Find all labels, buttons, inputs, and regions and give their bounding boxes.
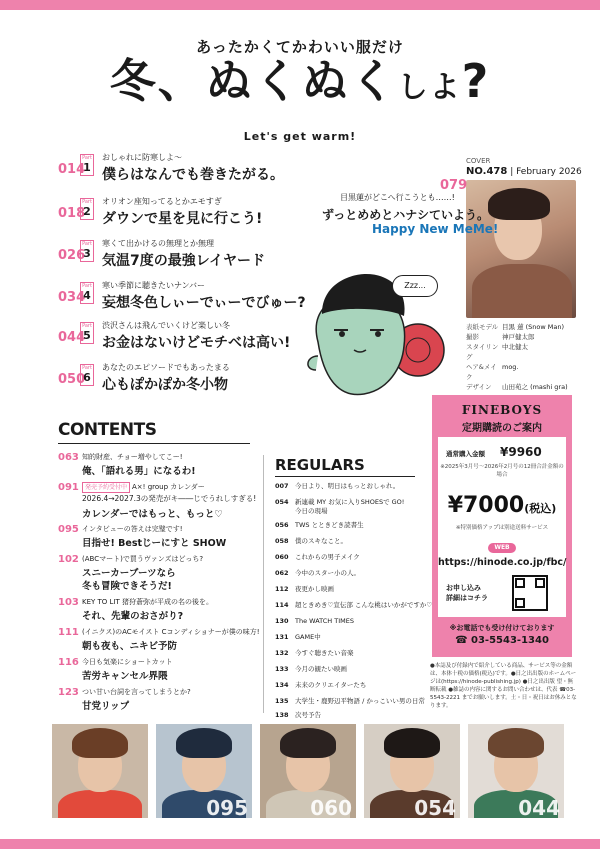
subscription-price-panel <box>438 437 566 617</box>
contents-item[interactable] <box>58 524 268 548</box>
contents-headline: 朝も夜も、ニキビ予防 <box>82 641 178 652</box>
regulars-item[interactable] <box>275 537 435 546</box>
qr-label-line-2: 詳細はコチラ <box>446 594 488 602</box>
regulars-page-number: 134 <box>275 681 289 689</box>
regulars-text: 次号予告 <box>295 711 321 719</box>
feature-headline: ダウンで星を見に行こう! <box>102 211 263 227</box>
part-label: Part <box>82 155 92 161</box>
contents-kicker: インタビューの答えは完璧です! <box>82 525 183 533</box>
regulars-text: 今すぐ聴きたい音楽 <box>295 649 354 657</box>
regulars-page-number: 138 <box>275 711 289 719</box>
web-badge: WEB <box>488 543 516 553</box>
feature-headline: 妄想冬色しぃーでぃーでびゅー? <box>102 295 306 311</box>
cover-issue: NO.478 | February 2026 <box>466 166 582 177</box>
page-title <box>0 54 600 108</box>
regulars-item[interactable] <box>275 498 435 516</box>
contents-page-number: 063 <box>58 452 79 463</box>
regular-price-label: 通常購入金額 <box>446 450 485 458</box>
contents-kicker: (イニクス)のACモイスト Cコンディショナーが僕の味方! <box>82 628 260 636</box>
part-label: Part <box>82 323 92 329</box>
feature-page-number: 018 <box>58 206 86 221</box>
credit-row <box>466 342 568 362</box>
credit-key: デザイン <box>466 383 492 391</box>
regulars-page-number: 112 <box>275 585 289 593</box>
regulars-text: 今日より、明日はもっとおしゃれ。 <box>295 482 400 490</box>
feature-page-number: 050 <box>58 372 86 387</box>
part-label: Part <box>82 283 92 289</box>
page-tagline: Let's get warm! <box>243 130 357 143</box>
regulars-text: 今中のスター小の人。 <box>295 569 360 577</box>
feature-kicker: おしゃれに防寒しよ〜 <box>102 153 182 162</box>
credit-key: 表紙モデル <box>466 323 499 331</box>
feature-kicker: オリオン座知ってるとかエモすぎ <box>102 197 222 206</box>
contents-headline: 苦労キャンセル界隈 <box>82 671 168 682</box>
regulars-page-number: 062 <box>275 569 289 577</box>
contents-title: CONTENTS <box>58 420 157 440</box>
feature-headline: お金はないけどモチベは高い! <box>102 335 291 351</box>
preorder-badge: 発売予約受付中 <box>82 482 130 493</box>
contents-kicker: 知的財産、チョー増やしてこー! <box>82 453 183 461</box>
contents-headline: 俺、「語れる男」になるわ! <box>82 466 196 477</box>
part-badge <box>80 322 94 344</box>
contents-headline: それ、先輩のおさがり? <box>82 611 184 622</box>
credit-key: スタイリング <box>466 343 499 361</box>
contents-headline: 甘党リップ <box>82 701 130 712</box>
subscription-url-link[interactable]: https://hinode.co.jp/fbc/ <box>438 557 567 568</box>
part-number: 4 <box>83 289 91 302</box>
feature-part-1[interactable] <box>58 152 358 186</box>
contents-headline: スニーカーブーツなら <box>82 568 176 579</box>
brand-logo: FINEBOYS <box>461 403 543 417</box>
photo-page-number: 054 <box>414 796 456 818</box>
phone-label: ※お電話でも受け付けております <box>449 624 555 632</box>
credit-value: 神戸健太郎 <box>502 333 535 341</box>
credit-row <box>466 382 568 392</box>
regulars-item[interactable] <box>275 553 435 562</box>
regulars-text: 新連載 MY お気に入りSHOESで GO! <box>295 498 405 506</box>
issue-date: February 2026 <box>516 167 582 177</box>
mascot-speech-bubble: Zzz... <box>392 275 438 297</box>
deal-price <box>438 493 566 518</box>
title-small: しよ <box>397 70 462 105</box>
contents-headline-2: 冬も冒険できそうだ! <box>82 581 172 592</box>
feature-kicker: 渋沢さんは飛んでいくけど楽しい冬 <box>102 321 230 330</box>
contents-kicker-text: A×! group カレンダー <box>132 483 205 491</box>
credit-value: 目黒 蓮 (Snow Man) <box>502 323 565 331</box>
cover-photo <box>466 180 576 318</box>
feature-part-2[interactable] <box>58 196 358 230</box>
feature-kicker: あなたのエピソードでもあったまる <box>102 363 230 372</box>
qr-finder-bl <box>515 598 525 608</box>
cover-photo-hair <box>488 188 550 220</box>
regulars-page-number: 130 <box>275 617 289 625</box>
photo-hair <box>488 728 544 758</box>
credit-value: 山田苑之 (mashi gra) <box>502 383 568 391</box>
regulars-item[interactable] <box>275 633 435 642</box>
regulars-item[interactable] <box>275 521 435 530</box>
photo-page-number: 060 <box>310 796 352 818</box>
regulars-item[interactable] <box>275 585 435 594</box>
column-divider <box>263 455 264 713</box>
contents-item[interactable] <box>58 657 268 681</box>
regulars-page-number: 056 <box>275 521 289 529</box>
photo-strip <box>52 724 560 818</box>
regulars-page-number: 135 <box>275 697 289 705</box>
feature-part-3[interactable] <box>58 238 358 272</box>
regulars-divider <box>275 476 415 477</box>
photo-hair <box>72 728 128 758</box>
feature-page-number: 034 <box>58 290 86 305</box>
contents-item[interactable] <box>58 597 268 621</box>
regulars-item[interactable] <box>275 665 435 674</box>
regulars-item[interactable] <box>275 482 435 491</box>
deal-price-value: ¥7000 <box>447 493 525 518</box>
regulars-text: 大学生・鹿野辺平物語 / かっこいい男の日常 <box>295 697 425 705</box>
regulars-item[interactable] <box>275 681 435 690</box>
regular-price: ¥9960 <box>500 445 542 459</box>
model-photo[interactable] <box>468 724 564 818</box>
model-photo[interactable] <box>156 724 252 818</box>
title-main: 冬、ぬくぬく <box>109 54 398 108</box>
regulars-item[interactable] <box>275 649 435 658</box>
contents-item[interactable] <box>58 627 268 651</box>
phone-number[interactable]: ☎ 03-5543-1340 <box>455 635 549 646</box>
contents-kicker: つい甘い台詞を言ってしまうとか? <box>82 688 191 696</box>
regulars-page-number: 133 <box>275 665 289 673</box>
model-photo[interactable] <box>260 724 356 818</box>
part-badge <box>80 154 94 176</box>
contents-divider <box>58 443 250 444</box>
part-badge <box>80 364 94 386</box>
credit-row <box>466 332 568 342</box>
contents-kicker: KEY TO LIT 猪狩蒼弥が平成の名の後を。 <box>82 598 213 606</box>
part-number: 1 <box>83 161 91 174</box>
regulars-title: REGULARS <box>275 456 365 474</box>
contents-headline-2: カレンダーではもっと、もっと♡ <box>82 509 223 520</box>
regulars-text: 僕のスキなこと。 <box>295 537 347 545</box>
feature-page-number: 026 <box>58 248 86 263</box>
regulars-text: これからの男子メイク <box>295 553 360 561</box>
regulars-page-number: 007 <box>275 482 289 490</box>
regulars-item[interactable] <box>275 569 435 578</box>
price-note: ※2025年3月号〜2026年2月号の12冊合計金額の場合 <box>440 464 564 478</box>
part-number: 2 <box>83 205 91 218</box>
photo-hair <box>280 728 336 758</box>
credit-value: mog. <box>502 363 519 371</box>
regulars-item[interactable] <box>275 711 435 720</box>
part-label: Part <box>82 241 92 247</box>
regulars-text: 夜更かし映画 <box>295 585 334 593</box>
contents-item[interactable] <box>58 687 268 711</box>
contents-page-number: 103 <box>58 597 79 608</box>
feature-page-number: 014 <box>58 162 86 177</box>
cover-label: COVER <box>466 157 491 165</box>
part-label: Part <box>82 365 92 371</box>
credit-row <box>466 362 568 382</box>
cover-feature-subline: Happy New MeMe! <box>372 222 499 236</box>
feature-headline: 心もぽかぽか冬小物 <box>102 377 228 393</box>
part-badge <box>80 282 94 304</box>
contents-item[interactable] <box>58 554 268 592</box>
part-number: 3 <box>83 247 91 260</box>
regulars-item[interactable] <box>275 601 435 610</box>
credit-key: ヘア&メイク <box>466 363 497 381</box>
subscription-box <box>432 395 572 657</box>
regulars-page-number: 131 <box>275 633 289 641</box>
part-number: 5 <box>83 329 91 342</box>
regulars-text: The WATCH TIMES <box>295 617 354 625</box>
contents-page-number: 102 <box>58 554 79 565</box>
regulars-text: GAME中 <box>295 633 321 641</box>
credit-key: 撮影 <box>466 333 479 341</box>
regulars-text: 未来のクリエイターたち <box>295 681 367 689</box>
feature-page-number: 044 <box>58 330 86 345</box>
photo-body <box>58 790 142 818</box>
qr-code-icon[interactable] <box>512 575 548 611</box>
contents-page-number: 111 <box>58 627 79 638</box>
contents-page-number: 123 <box>58 687 79 698</box>
model-photo[interactable] <box>364 724 460 818</box>
qr-label <box>446 583 488 603</box>
part-badge <box>80 240 94 262</box>
part-badge <box>80 198 94 220</box>
contents-kicker: (ABCマート)で買うヴァンズはどっち? <box>82 555 204 563</box>
regulars-page-number: 060 <box>275 553 289 561</box>
part-label: Part <box>82 199 92 205</box>
contents-page-number: 091 <box>58 482 79 493</box>
regulars-page-number: 132 <box>275 649 289 657</box>
photo-hair <box>384 728 440 758</box>
qr-finder-tr <box>535 578 545 588</box>
feature-headline: 気温7度の最強レイヤード <box>102 253 266 269</box>
cover-feature-headline: ずっとめめとハナシていよう。 <box>322 208 490 222</box>
title-end: ? <box>461 54 491 108</box>
regulars-text-2: 今日の現場 <box>295 507 328 515</box>
contents-kicker <box>82 482 205 493</box>
contents-page-number: 095 <box>58 524 79 535</box>
qr-label-line-1: お申し込み <box>446 584 481 592</box>
issue-number: NO.478 <box>466 166 508 177</box>
mascot-arm <box>308 356 318 370</box>
feature-headline: 僕らはなんでも巻きたがる。 <box>102 167 284 183</box>
page-subtitle: あったかくてかわいい服だけ <box>196 38 404 56</box>
model-photo[interactable] <box>52 724 148 818</box>
cover-photo-coat <box>472 264 572 318</box>
photo-hair <box>176 728 232 758</box>
cover-feature-page[interactable]: 079 <box>440 178 468 193</box>
subscription-subtitle: 定期購読のご案内 <box>462 423 542 434</box>
regulars-item[interactable] <box>275 697 435 706</box>
cover-credits <box>466 322 568 392</box>
photo-page-number: 044 <box>518 796 560 818</box>
fine-print-notes: ●本誌及び付録内で紹介している商品、サービス等の金額は、本体十税の価格(税込)です。●日之出出版のホームページは(https://hinode-publishing.jp) ●日之出出版 望・無断転載 ●雑誌の内容に関するお問い合わせは、代表 ☎03-5543-2221 までお願いします。土・日・祝日はお休みとなります。 <box>430 663 577 709</box>
part-number: 6 <box>83 371 91 384</box>
regulars-page-number: 054 <box>275 498 289 506</box>
photo-page-number: 095 <box>206 796 248 818</box>
contents-headline: 2026.4→2027.3の発売がキ――じでうれしすぎる! <box>82 494 257 503</box>
cover-feature-kicker: 目黒蓮がどこへ行こうとも……! <box>340 193 455 202</box>
qr-finder-tl <box>515 578 525 588</box>
credit-value: 中北健太 <box>502 343 528 351</box>
contents-headline: 目指せ! Bestじーにすと SHOW <box>82 538 227 549</box>
deal-note: ※特別価格アップは別途送料サービス <box>455 525 549 531</box>
feature-kicker: 寒くて出かけるの無理とか無理 <box>102 239 214 248</box>
regulars-text: 超ときめき♡宣伝部 こんな桃はいかがですか♡ <box>295 601 433 609</box>
regulars-item[interactable] <box>275 617 435 626</box>
feature-kicker: 寒い季節に聴きたいナンバー <box>102 281 206 290</box>
contents-item[interactable] <box>58 482 268 522</box>
regulars-text: 今月の観たい映画 <box>295 665 347 673</box>
regulars-page-number: 058 <box>275 537 289 545</box>
contents-item[interactable] <box>58 452 268 476</box>
mascot-eye-right <box>375 331 381 337</box>
deal-tax-label: (税込) <box>524 502 557 515</box>
regulars-page-number: 114 <box>275 601 289 609</box>
regulars-text: TWS とときどき読書生 <box>295 521 364 529</box>
contents-kicker: 今日も気楽にショートカット <box>82 658 173 666</box>
bottom-color-band <box>0 839 600 849</box>
top-color-band <box>0 0 600 10</box>
credit-row <box>466 322 568 332</box>
contents-page-number: 116 <box>58 657 79 668</box>
mascot-eye-left <box>339 331 345 337</box>
